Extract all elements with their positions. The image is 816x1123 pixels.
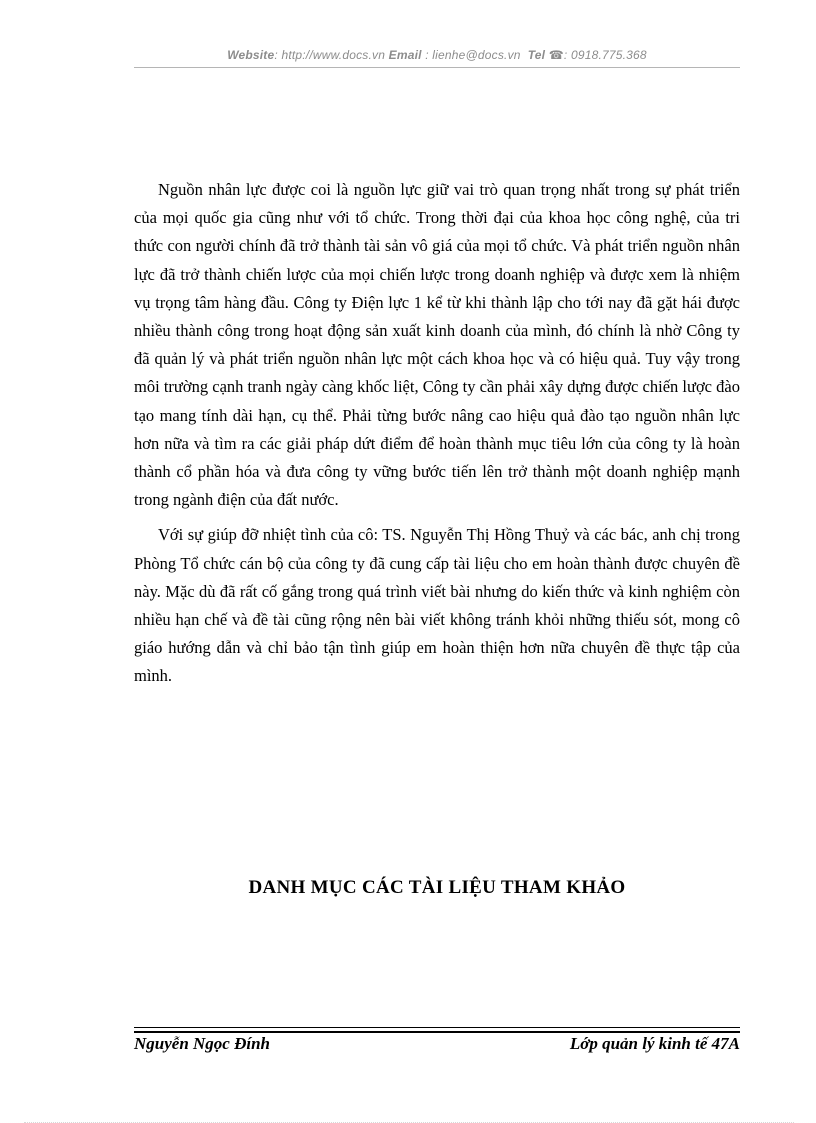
footer-divider-thick [134, 1031, 740, 1033]
paragraph-acknowledgement: Với sự giúp đỡ nhiệt tình của cô: TS. Nguyễn Thị Hồng Thuỷ và các bác, anh chị trong Phòng Tổ chức cán bộ của công ty đã cung cấp tài liệu cho em hoàn thành được chuyên đề này. Mặc dù đã rất cố gắng trong quá trình viết bài nhưng do kiến thức và kinh nghiệm còn nhiều hạn chế và đề tài cũng rộng nên bài viết không tránh khỏi những thiếu sót, mong cô giáo hướng dẫn và chỉ bảo tận tình giúp em hoàn thiện hơn nữa chuyên đề thực tập của mình. [134, 525, 740, 686]
header-divider [134, 67, 740, 68]
section-title: DANH MỤC CÁC TÀI LIỆU THAM KHẢO [248, 877, 626, 898]
tel-label: Tel [527, 48, 546, 62]
footer-divider-thin [134, 1027, 740, 1028]
footer-class: Lớp quản lý kinh tế 47A [569, 1034, 740, 1053]
document-body [134, 176, 740, 698]
paragraph-intro: Nguồn nhân lực được coi là nguồn lực giữ vai trò quan trọng nhất trong sự phát triển của mọi quốc gia cũng như với tổ chức. Trong thời đại của khoa học công nghệ, của tri thức con người chính đã trở thành tài sản vô giá của mọi tổ chức. Và phát triển nguồn nhân lực đã trở thành chiến lược của mọi chiến lược trong doanh nghiệp và được xem là nhiệm vụ trọng tâm hàng đầu. Công ty Điện lực 1 kể từ khi thành lập cho tới nay đã gặt hái được nhiều thành công trong hoạt động sản xuất kinh doanh của mình, đó chính là nhờ Công ty đã quản lý và phát triển nguồn nhân lực một cách khoa học và có hiệu quả. Tuy vậy trong môi trường cạnh tranh ngày càng khốc liệt, Công ty cần phải xây dựng được chiến lược đào tạo mang tính dài hạn, cụ thể. Phải từng bước nâng cao hiệu quả đào tạo nguồn nhân lực hơn nữa và tìm ra các giải pháp dứt điểm để hoàn thành mục tiêu lớn của công ty là hoàn thành cổ phần hóa và đưa công ty vững bước tiến lên trở thành một doanh nghiệp mạnh trong ngành điện của đất nước. [134, 180, 740, 510]
page-header [134, 48, 740, 62]
tel-value: ☎: 0918.775.368 [548, 48, 647, 62]
website-label: Website [227, 48, 275, 62]
email-value[interactable]: : lienhe@docs.vn [421, 48, 521, 62]
page-footer [134, 1034, 740, 1054]
website-value[interactable]: : http://www.docs.vn [274, 48, 386, 62]
footer-author: Nguyễn Ngọc Đính [134, 1034, 271, 1053]
email-label: Email [388, 48, 422, 62]
